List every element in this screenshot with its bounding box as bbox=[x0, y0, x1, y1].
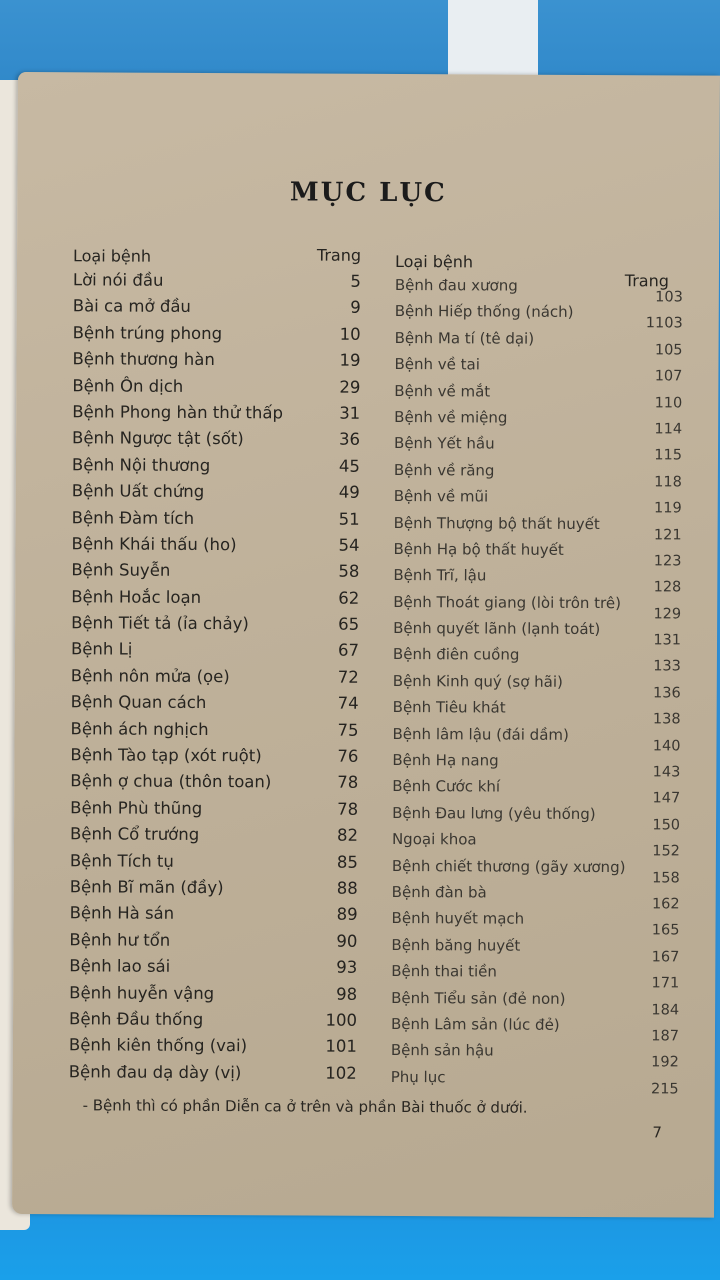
toc-entry bbox=[393, 483, 682, 517]
toc-entry-page: 89 bbox=[336, 905, 358, 925]
toc-entry bbox=[394, 404, 683, 438]
toc-entry-title: Bệnh Đau lưng (yêu thống) bbox=[392, 803, 596, 823]
toc-entry bbox=[69, 1032, 357, 1060]
toc-entry bbox=[72, 398, 360, 426]
toc-entry bbox=[390, 1037, 679, 1071]
toc-entry-title: Bệnh Tiểu sản (đẻ non) bbox=[391, 988, 566, 1008]
toc-entry bbox=[394, 378, 683, 412]
toc-entry bbox=[391, 905, 680, 939]
toc-entry bbox=[390, 1011, 680, 1045]
toc-entry-page: 98 bbox=[336, 984, 358, 1004]
toc-entry-page: 105 bbox=[654, 342, 683, 359]
toc-entry-page: 103 bbox=[655, 289, 683, 306]
toc-entry-page: 131 bbox=[653, 632, 682, 649]
toc-entry-title: Bệnh về miệng bbox=[394, 407, 508, 427]
toc-entry-title: Bệnh Quan cách bbox=[70, 692, 207, 713]
toc-entry bbox=[70, 768, 358, 796]
toc-left-header bbox=[73, 240, 361, 268]
header-page: Trang bbox=[316, 245, 362, 265]
toc-entry-page: 51 bbox=[338, 509, 360, 529]
toc-entry-page: 85 bbox=[336, 852, 358, 872]
toc-entry-page: 119 bbox=[653, 500, 682, 517]
toc-entry bbox=[69, 926, 357, 954]
toc-entry-page: 192 bbox=[651, 1054, 679, 1071]
toc-entry-page: 133 bbox=[653, 658, 681, 675]
toc-entry bbox=[71, 530, 359, 558]
toc-entry-title: Bệnh Tích tụ bbox=[69, 850, 174, 871]
toc-entry-page: 78 bbox=[337, 799, 359, 819]
toc-entry-page: 90 bbox=[336, 931, 358, 951]
toc-entry bbox=[392, 747, 681, 781]
toc-entry-page: 78 bbox=[337, 773, 359, 793]
toc-entry-title: Bệnh nôn mửa (ọe) bbox=[70, 666, 230, 686]
toc-entry-title: Bệnh Tiêu khát bbox=[392, 698, 506, 717]
toc-entry-title: Bài ca mở đầu bbox=[72, 296, 191, 317]
toc-entry bbox=[394, 272, 683, 306]
toc-entry bbox=[393, 615, 682, 649]
toc-entry-title: Bệnh ợ chua (thôn toan) bbox=[70, 771, 272, 792]
toc-entry bbox=[72, 504, 360, 532]
toc-entry-title: Bệnh Ngược tật (sốt) bbox=[72, 428, 244, 449]
toc-entry-title: Bệnh chiết thương (gãy xương) bbox=[391, 856, 626, 876]
toc-entry-page: 158 bbox=[652, 869, 680, 887]
toc-entry bbox=[73, 293, 361, 321]
toc-entry-title: Ngoại khoa bbox=[391, 830, 477, 849]
toc-entry bbox=[72, 425, 360, 453]
toc-entry bbox=[73, 319, 361, 347]
book-page bbox=[12, 72, 720, 1218]
toc-entry-page: 129 bbox=[653, 606, 682, 623]
toc-entry-title: Bệnh Hoắc loạn bbox=[71, 586, 202, 607]
toc-entry bbox=[71, 583, 359, 611]
header-label: Loại bệnh bbox=[394, 251, 474, 272]
toc-entry-page: 82 bbox=[336, 825, 359, 845]
toc-entry bbox=[69, 952, 357, 980]
toc-entry-title: Bệnh Hạ nang bbox=[392, 751, 499, 770]
page-number: 7 bbox=[652, 1123, 663, 1142]
toc-entry bbox=[392, 668, 681, 702]
toc-entry-page: 118 bbox=[654, 474, 682, 491]
toc-entry-page: 31 bbox=[339, 403, 361, 423]
toc-entry-title: Bệnh Yết hầu bbox=[394, 434, 495, 453]
toc-entry-title: Bệnh lâm lậu (đái dầm) bbox=[392, 724, 569, 744]
toc-entry-title: Bệnh Lị bbox=[70, 639, 133, 660]
toc-entry bbox=[71, 636, 359, 664]
toc-entry-page: 107 bbox=[654, 368, 683, 385]
toc-right-column bbox=[390, 246, 683, 1098]
header-label: Loại bệnh bbox=[72, 246, 152, 266]
toc-entry-page: 147 bbox=[652, 790, 681, 807]
toc-entry-title: Bệnh huyết mạch bbox=[391, 909, 525, 929]
toc-entry-title: Bệnh Tào tạp (xót ruột) bbox=[70, 745, 262, 766]
toc-entry-page: 167 bbox=[651, 949, 680, 966]
toc-entry-page: 143 bbox=[652, 764, 681, 781]
toc-entry bbox=[69, 1005, 357, 1033]
toc-entry-page: 9 bbox=[350, 298, 361, 318]
toc-entry-page: 150 bbox=[652, 817, 681, 834]
footnote: - Bệnh thì có phần Diễn ca ở trên và phần Bài thuốc ở dưới. bbox=[82, 1096, 528, 1117]
toc-entry-title: Bệnh Cước khí bbox=[392, 777, 501, 796]
toc-entry bbox=[70, 820, 358, 848]
toc-entry bbox=[73, 266, 361, 294]
toc-entry bbox=[71, 662, 359, 690]
toc-entry-page: 121 bbox=[653, 526, 682, 543]
toc-entry bbox=[70, 794, 358, 822]
toc-entry-page: 171 bbox=[651, 975, 680, 992]
toc-entry-page: 1103 bbox=[645, 315, 683, 332]
toc-entry-title: Bệnh đàn bà bbox=[391, 882, 487, 902]
toc-entry-title: Bệnh Trĩ, lậu bbox=[393, 566, 487, 585]
toc-entry-title: Bệnh Khái thấu (ho) bbox=[71, 534, 237, 555]
toc-entry-title: Bệnh Đầu thống bbox=[68, 1009, 204, 1029]
toc-entry-page: 45 bbox=[338, 456, 360, 476]
toc-entry-title: Phụ lục bbox=[390, 1067, 446, 1086]
toc-entry bbox=[72, 451, 360, 479]
toc-entry-title: Bệnh sản hậu bbox=[390, 1041, 494, 1060]
toc-entry-page: 138 bbox=[652, 711, 681, 728]
toc-entry bbox=[391, 985, 680, 1019]
toc-entry-page: 19 bbox=[339, 350, 361, 370]
toc-entry bbox=[72, 477, 360, 505]
toc-entry-title: Bệnh Phong hàn thử thấp bbox=[72, 402, 284, 423]
toc-entry-title: Lời nói đầu bbox=[72, 270, 164, 290]
toc-entry-title: Bệnh Suyễn bbox=[71, 560, 171, 581]
page-title: MỤC LỤC bbox=[289, 177, 447, 209]
toc-entry-title: Bệnh Uất chứng bbox=[71, 481, 205, 502]
toc-entry bbox=[71, 609, 359, 637]
toc-entry-page: 184 bbox=[651, 1001, 680, 1019]
toc-entry-title: Bệnh ách nghịch bbox=[70, 718, 209, 739]
toc-entry-page: 75 bbox=[337, 720, 359, 740]
toc-entry bbox=[391, 932, 680, 966]
toc-entry-title: Bệnh lao sái bbox=[69, 956, 171, 976]
toc-entry-title: Bệnh trúng phong bbox=[72, 323, 223, 343]
toc-entry-page: 62 bbox=[338, 588, 360, 608]
toc-entry bbox=[70, 900, 358, 928]
toc-entry-title: Bệnh Kinh quý (sợ hãi) bbox=[392, 671, 563, 691]
toc-entry bbox=[393, 589, 682, 623]
toc-entry bbox=[392, 773, 681, 807]
toc-entry-page: 140 bbox=[652, 737, 681, 755]
toc-entry-title: Bệnh Bĩ mãn (đầy) bbox=[69, 877, 224, 898]
toc-entry bbox=[391, 826, 680, 860]
toc-entry-page: 102 bbox=[325, 1063, 357, 1083]
toc-entry bbox=[393, 457, 682, 491]
toc-entry bbox=[69, 1058, 357, 1086]
toc-entry-title: Bệnh Hà sán bbox=[69, 903, 175, 924]
toc-entry-title: Bệnh Ôn dịch bbox=[72, 375, 184, 396]
toc-entry-title: Bệnh đau xương bbox=[394, 275, 518, 295]
toc-entry-title: Bệnh Thượng bộ thất huyết bbox=[393, 513, 600, 533]
toc-entry bbox=[392, 641, 681, 675]
toc-entry-title: Bệnh Tiết tả (ỉa chảy) bbox=[71, 613, 249, 634]
toc-entry bbox=[72, 345, 360, 373]
toc-entry-title: Bệnh về răng bbox=[393, 460, 495, 480]
toc-entry bbox=[392, 800, 681, 834]
toc-entry-page: 165 bbox=[651, 922, 680, 939]
toc-entry-title: Bệnh thai tiền bbox=[391, 962, 497, 981]
toc-entry-page: 101 bbox=[325, 1036, 357, 1057]
toc-entry bbox=[72, 372, 360, 400]
toc-entry bbox=[70, 873, 358, 901]
toc-entry-page: 215 bbox=[650, 1081, 679, 1098]
header-page: Trang bbox=[624, 271, 669, 291]
toc-entry bbox=[71, 689, 359, 717]
toc-entry-page: 88 bbox=[336, 878, 358, 898]
toc-entry-page: 67 bbox=[337, 641, 360, 661]
toc-entry bbox=[70, 715, 358, 743]
toc-entry-title: Bệnh Thoát giang (lòi trôn trê) bbox=[393, 592, 622, 612]
toc-entry-page: 49 bbox=[338, 482, 360, 502]
toc-entry-title: Bệnh huyễn vậng bbox=[69, 982, 215, 1003]
toc-entry-title: Bệnh Nội thương bbox=[71, 455, 211, 475]
toc-entry-title: Bệnh đau dạ dày (vị) bbox=[68, 1061, 242, 1082]
toc-entry-page: 10 bbox=[339, 324, 361, 344]
toc-entry-title: Bệnh Ma tí (tê dại) bbox=[394, 328, 535, 348]
toc-entry-page: 162 bbox=[651, 896, 680, 913]
toc-entry-title: Bệnh Cổ trướng bbox=[69, 824, 200, 845]
toc-entry-title: Bệnh Hạ bộ thất huyết bbox=[393, 539, 564, 559]
toc-entry bbox=[393, 536, 682, 570]
toc-entry-page: 110 bbox=[654, 394, 683, 412]
toc-entry-page: 76 bbox=[337, 746, 359, 766]
toc-entry bbox=[394, 298, 683, 332]
toc-entry-title: Bệnh về mắt bbox=[394, 381, 491, 401]
toc-entry-page: 114 bbox=[654, 421, 683, 438]
toc-entry-title: Bệnh Đàm tích bbox=[71, 507, 195, 528]
toc-entry-title: Bệnh kiên thống (vai) bbox=[68, 1035, 248, 1056]
toc-entry bbox=[394, 351, 683, 385]
toc-entry-title: Bệnh hư tổn bbox=[69, 930, 171, 950]
toc-entry bbox=[70, 741, 358, 769]
toc-entry bbox=[394, 325, 683, 359]
toc-entry-page: 29 bbox=[339, 377, 361, 397]
toc-entry-page: 100 bbox=[325, 1010, 358, 1030]
toc-entry bbox=[69, 979, 357, 1007]
toc-entry-page: 187 bbox=[651, 1028, 680, 1045]
toc-entry bbox=[394, 430, 683, 464]
toc-entry bbox=[71, 557, 359, 585]
toc-entry-page: 5 bbox=[350, 271, 361, 291]
toc-entry-title: Bệnh quyết lãnh (lạnh toát) bbox=[393, 619, 601, 639]
toc-entry bbox=[390, 1064, 679, 1098]
toc-entry bbox=[391, 958, 680, 992]
toc-entry-title: Bệnh về tai bbox=[394, 355, 480, 374]
toc-entry-title: Bệnh Hiếp thống (nách) bbox=[394, 302, 574, 322]
toc-entry-page: 54 bbox=[338, 535, 360, 555]
toc-entry-title: Bệnh thương hàn bbox=[72, 349, 215, 370]
toc-entry-page: 128 bbox=[653, 579, 682, 596]
toc-entry-page: 36 bbox=[339, 430, 361, 450]
toc-entry-page: 152 bbox=[652, 843, 680, 860]
toc-entry-page: 123 bbox=[653, 553, 682, 570]
toc-entry-title: Bệnh Lâm sản (lúc đẻ) bbox=[390, 1014, 560, 1034]
toc-entry-title: Bệnh về mũi bbox=[393, 487, 489, 506]
toc-entry-page: 65 bbox=[338, 614, 360, 634]
toc-entry-title: Bệnh Phù thũng bbox=[70, 798, 203, 818]
toc-entry bbox=[392, 694, 681, 728]
toc-entry-page: 72 bbox=[337, 667, 359, 687]
toc-entry bbox=[391, 853, 680, 887]
toc-entry-page: 58 bbox=[338, 561, 360, 582]
toc-entry bbox=[393, 509, 682, 543]
toc-entry bbox=[393, 562, 682, 596]
toc-entry-page: 74 bbox=[337, 693, 359, 714]
toc-entry-page: 115 bbox=[654, 447, 683, 464]
toc-entry-page: 93 bbox=[336, 957, 358, 977]
toc-entry-title: Bệnh điên cuồng bbox=[392, 645, 520, 665]
toc-entry-title: Bệnh băng huyết bbox=[391, 935, 521, 955]
toc-entry-page: 136 bbox=[653, 685, 681, 702]
toc-left-column bbox=[69, 240, 361, 1086]
toc-entry bbox=[392, 721, 681, 755]
toc-entry bbox=[70, 847, 358, 875]
toc-entry bbox=[391, 879, 680, 913]
